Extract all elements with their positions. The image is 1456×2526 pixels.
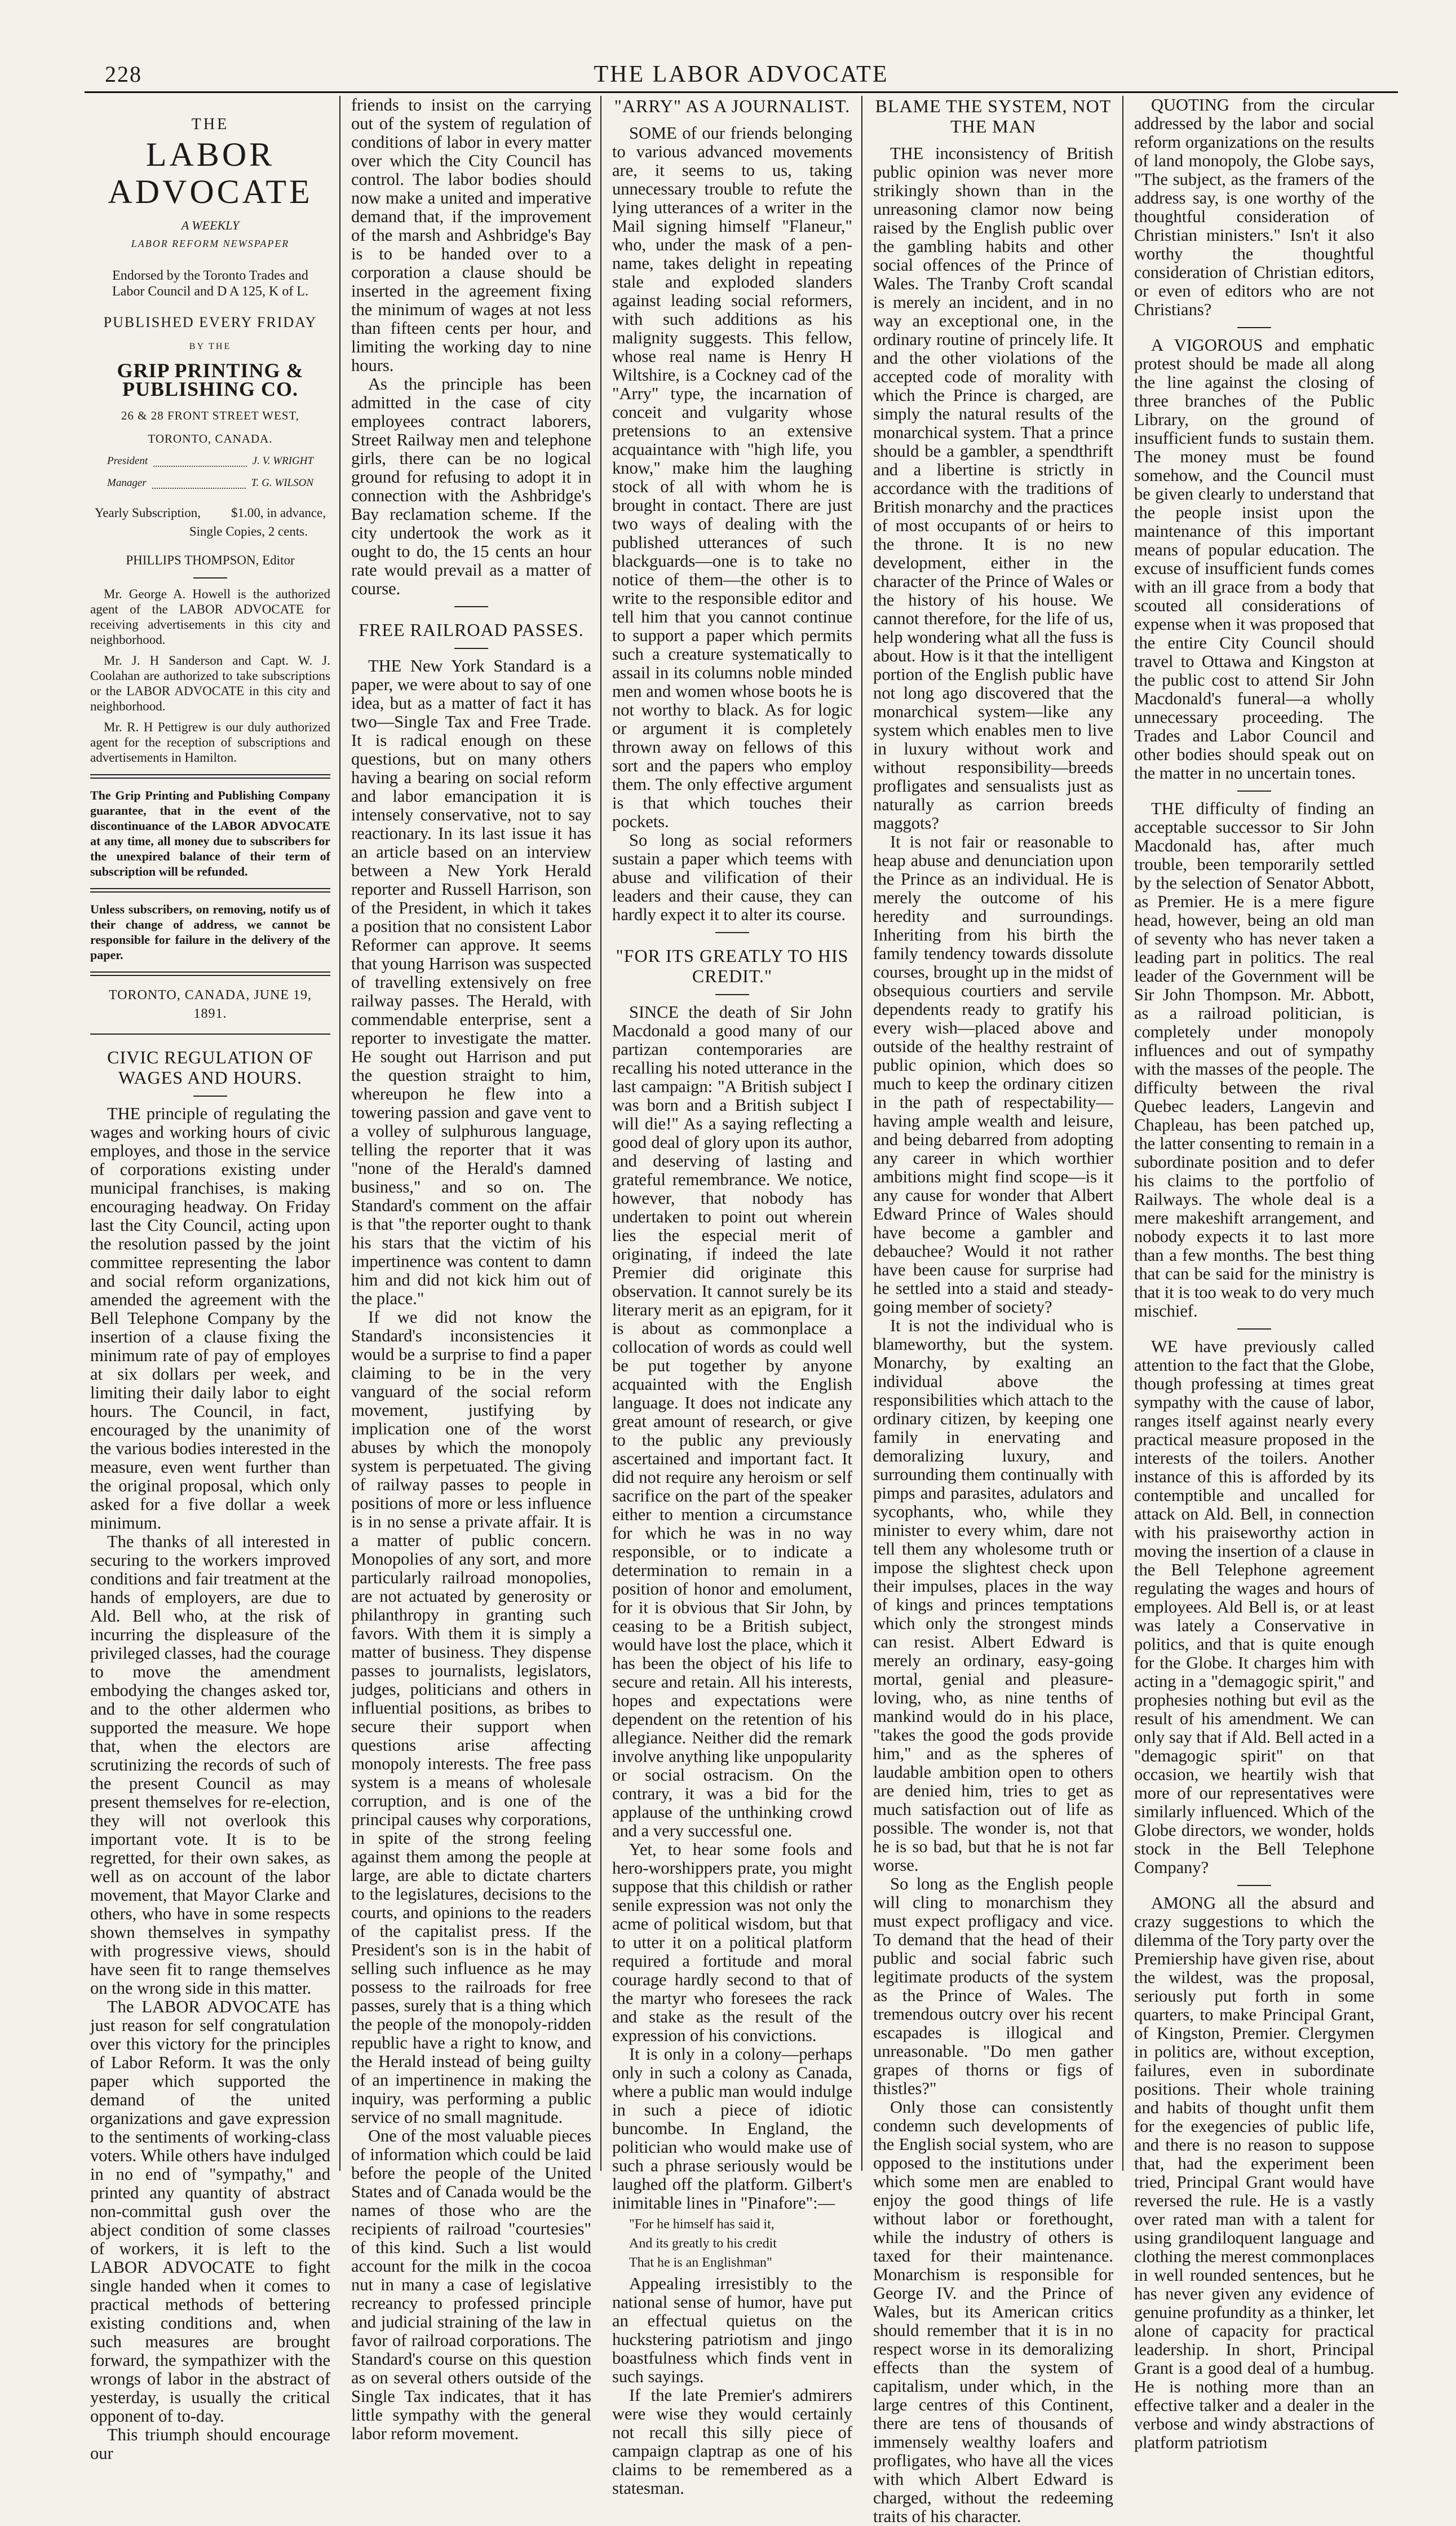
masthead-address: 26 & 28 FRONT STREET WEST, bbox=[121, 409, 300, 422]
editorial-paragraph: WE have previously called attention to the fact that the Globe, though professing at times great sympathy with the cause of labor, ranges itself against nearly every practical measure proposed in the interests of the toilers. Another instance of this is afforded by its contemptible and uncalled for attack on Ald. Bell, in connection with his praiseworthy action in moving the insertion of a clause in the Bell Telephone agreement regulating the wages and hours of employees. Ald Bell is, or at least was lately a Conservative in politics, and that is quite enough for the Globe. It charges him with acting in a "demagogic spirit," and prophesies nothing but evil as the result of his amendment. We can only say that if Ald. Bell acted in a "demagogic spirit" on that occasion, we heartily wish that more of our representatives were similarly influenced. Which of the Globe directors, we wonder, holds stock in the Bell Telephone Company? bbox=[1134, 1337, 1374, 1877]
manager-name: T. G. WILSON bbox=[251, 477, 313, 489]
article-paragraph: It is not fair or reasonable to heap abuse and denunciation upon the Prince as an individual. He is merely the outcome of his heredity and surroundings. Inheriting from his birth the family tendency towards dissolute courses, brought up in the midst of obsequious courtiers and servile dependents ready to gratify his every wish—placed above and outside of the healthy restraint of public opinion, which does so much to keep the ordinary citizen in the path of respectability—having ample wealth and leisure, and being debarred from adopting any career in which worthier ambitions might find scope—is it any cause for wonder that Albert Edward Prince of Wales should have become a gambler and debauchee? Would it not rather have been cause for surprise had he settled into a staid and steady-going member of society? bbox=[873, 832, 1113, 1317]
masthead-title: LABOR ADVOCATE bbox=[108, 136, 313, 210]
dateline: TORONTO, CANADA, JUNE 19, 1891. bbox=[108, 988, 312, 1021]
separator bbox=[1237, 791, 1271, 792]
separator bbox=[90, 971, 330, 976]
article-paragraph: The thanks of all interested in securing to the workers improved conditions and fair treatment at the hands of employers, are due to Ald. Bell who, at the risk of incurring the displeasure of the privileged classes, had the courage to move the amendment embodying the changes asked tor, and to the other aldermen who supported the measure. We hope that, when the electors are scrutinizing the records of such of the present Council as may present themselves for re-election, they will not overlook this important vote. It is to be regretted, for their own sakes, as well as on account of the labor movement, that Mayor Clarke and others, who have in some respects shown themselves in sympathy with progressive views, should have seen fit to range themselves on the wrong side in this matter. bbox=[90, 1532, 331, 1998]
head-rule bbox=[85, 91, 1398, 93]
manager-label: Manager bbox=[107, 477, 147, 489]
paper-name: THE LABOR ADVOCATE bbox=[594, 61, 889, 87]
separator bbox=[1237, 1328, 1271, 1330]
president-line bbox=[107, 452, 313, 470]
article-paragraph: Yet, to hear some fools and hero-worshippers prate, you might suppose that this childish or rather senile expression was not only the acme of political wisdom, but that to utter it on a political platform required a fortitude and moral courage hardly second to that of the martyr who foresees the rack and stake as the result of the expression of his convictions. bbox=[612, 1840, 852, 2045]
column-5 bbox=[1134, 95, 1374, 2452]
article-title: CIVIC REGULATION OF WAGES AND HOURS. bbox=[107, 1047, 313, 1088]
article-paragraph: SOME of our friends belonging to various advanced movements are, it seems to us, taking unnecessary trouble to refute the lying utterances of a writer in the Mail signing himself "Flaneur," who, under the mask of a pen-name, takes delight in repeating stale and exploded slanders against leading social reformers, with such additions as his malignity suggests. This fellow, whose real name is Henry H Wiltshire, is a Cockney cad of the "Arry" type, the incarnation of conceit and vulgarity whose pretensions to an extensive acquaintance with "high life, you know," make him the laughing stock of all with whom he is brought in contact. There are just two ways of dealing with the published utterances of such blackguards—one is to take no notice of them—the other is to write to the responsible editor and tell him that you cannot continue to support a paper which permits such a creature systematically to assail in its columns noble minded men and women whose boots he is not worthy to black. As for logic or argument it is completely thrown away on fellows of this sort and the papers who employ them. The only effective argument is that which touches their pockets. bbox=[612, 123, 852, 831]
editorial-paragraph: QUOTING from the circular addressed by the labor and social reform organizations on the results of land monopoly, the Globe says, "The subject, as the framers of the address say, is one worthy of the thoughtful consideration of Christian ministers." Isn't it also worthy the thoughtful consideration of Christian editors, or even of editors who are not Christians? bbox=[1134, 95, 1374, 319]
article-title: BLAME THE SYSTEM, NOT THE MAN bbox=[875, 96, 1112, 136]
editor-line: PHILLIPS THOMPSON, Editor bbox=[126, 553, 295, 567]
manager-line bbox=[107, 474, 313, 492]
column-4 bbox=[873, 96, 1113, 2526]
column-1 bbox=[90, 96, 331, 2463]
editorial-paragraph: A VIGOROUS and emphatic protest should be made all along the line against the closing of three branches of the Public Library, on the ground of insufficient funds to sustain them. The money must be found somehow, and the Council must be given clearly to understand that the people insist upon the maintenance of this important means of popular education. The excuse of insufficient funds comes with an ill grace from a body that scouted all considerations of expense when it was proposed that the entire City Council should travel to Ottawa and Kingston at the public cost to attend Sir John Macdonald's funeral—a wholly unnecessary proceeding. The Trades and Labor Council and other bodies should speak out on the matter in no uncertain tones. bbox=[1134, 335, 1374, 783]
column-rule bbox=[1122, 96, 1123, 2171]
leader-dots bbox=[152, 474, 246, 489]
separator bbox=[90, 774, 330, 779]
article-title: "FOR ITS GREATLY TO HIS CREDIT." bbox=[616, 946, 849, 986]
article-paragraph: If we did not know the Standard's inconsistencies it would be a surprise to find a paper claiming to be in the very vanguard of the social reform movement, justifying by implication one of the worst abuses by which the monopoly system is perpetuated. The giving of railway passes to people in positions of more or less influence is in no sense a private affair. It is a matter of public concern. Monopolies of any sort, and more particularly railroad monopolies, are not actuated by generosity or philanthropy in granting such favors. With them it is simply a matter of business. They dispense passes to journalists, legislators, judges, politicians and others in influential positions, as bribes to secure their support when questions arise affecting monopoly interests. The free pass system is a means of wholesale corruption, and is one of the principal causes why corporations, in spite of the strong feeling against them among the people at large, are able to dictate charters to the legislatures, decisions to the courts, and opinions to the readers of the capitalist press. If the President's son is in the habit of selling such influence as he may possess to the railroads for free passes, surely that is a thing which the people of the monopoly-ridden republic have a right to know, and the Herald instead of being guilty of an impertinence in making the inquiry, was performing a public service of no small magnitude. bbox=[351, 1308, 591, 2127]
page-number: 228 bbox=[105, 61, 142, 87]
article-paragraph: Only those can consistently condemn such developments of the English social system, who are opposed to the institutions under which some men are enabled to enjoy the good things of life without labor or forethought, while the industry of others is taxed for their maintenance. Monarchism is responsible for George IV. and the Prince of Wales, but its American critics should remember that it is in no respect worse in its demoralizing effects than the system of capitalism, under which, in the large centres of this Continent, there are tens of thousands of immensely wealthy loafers and profligates, who have all the vices with which Albert Edward is charged, without the redeeming traits of his character. bbox=[873, 2097, 1113, 2526]
subscription-line bbox=[95, 504, 326, 522]
article-paragraph: Appealing irresistibly to the national sense of humor, have put an effectual quietus on the huckstering patriotism and jingo boastfulness which finds vent in such sayings. bbox=[612, 2274, 852, 2386]
article-paragraph: The LABOR ADVOCATE has just reason for self congratulation over this victory for the principles of Labor Reform. It was the only paper which supported the demand of the united organizations and gave expression to the sentiments of working-class voters. While others have indulged in no end of "sympathy," and printed any quantity of abstract non-committal gush over the abject condition of some classes of workers, it is left to the LABOR ADVOCATE to fight single handed when it comes to practical methods of bettering existing conditions and, when such measures are brought forward, the sympathizer with the wrongs of labor in the abstract of yesterday, is usually the critical opponent of to-day. bbox=[90, 1997, 330, 2426]
article-paragraph: friends to insist on the carrying out of the system of regulation of conditions of labor in every matter over which the City Council has control. The labor bodies should now make a united and imperative demand that, if the improvement of the marsh and Ashbridge's Bay is to be handed over to a corporation a clause should be inserted in the agreement fixing the minimum of wages at not less than fifteen cents per hour, and limiting the working day to nine hours. bbox=[351, 95, 591, 375]
article-paragraph: If the late Premier's admirers were wise they would certainly not recall this silly piece of campaign claptrap as one of his claims to be remembered as a statesman. bbox=[612, 2386, 852, 2498]
separator bbox=[1237, 1885, 1271, 1886]
separator bbox=[715, 994, 749, 995]
column-3 bbox=[612, 96, 852, 2498]
masthead-by: BY THE bbox=[189, 342, 232, 351]
masthead-the: THE bbox=[191, 116, 229, 133]
article-paragraph: It is only in a colony—perhaps only in such a colony as Canada, where a public man would indulge in such a piece of idiotic buncombe. In England, the politician who would make use of such a phrase seriously would be laughed off the platform. Gilbert's inimitable lines in "Pinafore":— bbox=[612, 2044, 852, 2213]
editorial-paragraph: AMONG all the absurd and crazy suggestions to which the dilemma of the Tory party over the Premiership have given rise, about the wildest, was the proposal, seriously put forth in some quarters, to make Principal Grant, of Kingston, Premier. Clergymen in politics are, without exception, failures, even in subordinate positions. Their whole training and habits of thought unfit them for the exegencies of public life, and there is no reason to suppose that, had the experiment been tried, Principal Grant would have reversed the rule. He is a vastly over rated man with a talent for using grandiloquent language and clothing the merest commonplaces in well rounded sentences, but he has never given any evidence of genuine profundity as a thinker, let alone of capacity for practical leadership. In short, Principal Grant is a good deal of a humbug. He is nothing more than an effective talker and a dealer in the verbose and windy abstractions of platform patriotism bbox=[1134, 1893, 1374, 2452]
masthead-subtitle: LABOR REFORM NEWSPAPER bbox=[131, 238, 290, 249]
address-change-notice: Unless subscribers, on removing, notify us of their change of address, we cannot be responsible for failure in the delivery of the paper. bbox=[90, 902, 330, 962]
subscription-price: $1.00, in advance, bbox=[231, 506, 326, 520]
verse-line: That he is an Englishman" bbox=[629, 2255, 772, 2270]
masthead bbox=[90, 115, 330, 1035]
verse-line: And its greatly to his credit bbox=[629, 2236, 777, 2251]
president-name: J. V. WRIGHT bbox=[252, 455, 313, 467]
president-label: President bbox=[107, 455, 148, 467]
article-paragraph: THE inconsistency of British public opinion was never more strikingly shown than in the unreasoning clamor now being raised by the English public over the gambling habits and other social offences of the Prince of Wales. The Tranby Croft scandal is merely an incident, and in no way an exceptional one, in the ordinary routine of princely life. It and the other violations of the accepted code of morality with which the Prince is charged, are simply the natural results of the monarchical system. That a prince should be a gambler, a spendthrift and a libertine is strictly in accordance with the traditions of British monarchy and the practices of most occupants of or heirs to the throne. It is no new development, either in the character of the Prince of Wales or the history of his house. We cannot therefore, for the life of us, help wondering what all the fuss is about. How is it that the intelligent portion of the English public have not long ago discovered that the monarchical system—like any system which enables men to live in luxury without work and without responsibility—breeds profligates and sensualists just as naturally as carrion breeds maggots? bbox=[873, 144, 1113, 833]
masthead-weekly: A WEEKLY bbox=[181, 218, 240, 232]
agent-notice: Mr. George A. Howell is the authorized agent of the LABOR ADVOCATE for receiving advertisements in this city and neighborhood. bbox=[90, 587, 330, 647]
leader-dots bbox=[153, 452, 247, 467]
article-title: "ARRY" AS A JOURNALIST. bbox=[614, 96, 851, 116]
article-paragraph: So long as the English people will cling to monarchism they must expect profligacy and vice. To demand that the head of their public and social fabric such legitimate products of the system as the Prince of Wales. The tremendous outcry over his recent escapades is illogical and unreasonable. "Do men gather grapes of thorns or figs of thistles?" bbox=[873, 1874, 1113, 2098]
article-paragraph: THE New York Standard is a paper, we were about to say of one idea, but as a matter of fact it has two—Single Tax and Free Trade. It is radical enough on these questions, but on many others having a bearing on social reform and labor emancipation it is intensely conservative, not to say reactionary. In its last issue it has an article based on an interview between a New York Herald reporter and Russell Harrison, son of the President, in which it takes a position that no consistent Labor Reformer can approve. It seems that young Harrison was suspected of travelling extensively on free railway passes. The Herald, with commendable enterprise, sent a reporter to investigate the matter. He sought out Harrison and put the question straight to him, whereupon he flew into a towering passion and gave vent to a volley of sulphurous language, telling the reporter that it was "none of the Herald's damned business," and so on. The Standard's comment on the affair is that "the reporter ought to thank his stars that the victim of his impertinence was content to damn him and did not kick him out of the place." bbox=[351, 656, 591, 1308]
separator bbox=[715, 932, 749, 933]
masthead-published: PUBLISHED EVERY FRIDAY bbox=[103, 314, 317, 330]
verse-line: "For he himself has said it, bbox=[629, 2217, 775, 2232]
separator bbox=[454, 606, 488, 607]
column-2 bbox=[351, 95, 591, 2443]
subscription-label: Yearly Subscription, bbox=[95, 506, 201, 520]
agent-notice: Mr. R. H Pettigrew is our duly authorized agent for the reception of subscriptions and advertisements in Hamilton. bbox=[90, 720, 330, 765]
editorial-paragraph: THE difficulty of finding an acceptable successor to Sir John Macdonald has, after much trouble, been temporarily settled by the selection of Senator Abbott, as Premier. He is a mere figure head, however, being an old man of seventy who has never taken a leading part in politics. The real leader of the Government will be Sir John Thompson. Mr. Abbott, as a railroad politician, is completely under monopoly influences and out of sympathy with the masses of the people. The difficulty between the rival Quebec leaders, Langevin and Chapleau, has been patched up, the latter consenting to remain in a subordinate position and to defer his claims to the portfolio of Railways. The whole deal is a mere makeshift arrangement, and nobody expects it to last more than a few months. The best thing that can be said for the ministry is that it is too weak to do very much mischief. bbox=[1134, 799, 1374, 1321]
separator bbox=[90, 888, 330, 893]
newspaper-page bbox=[85, 34, 1398, 2526]
separator bbox=[193, 577, 227, 578]
column-rule bbox=[861, 96, 862, 2171]
article-paragraph: THE principle of regulating the wages and working hours of civic employes, and those in the service of corporations existing under municipal franchises, is making encouraging headway. On Friday last the City Council, acting upon the resolution passed by the joint committee representing the labor and social reform organizations, amended the agreement with the Bell Telephone Company by the insertion of a clause fixing the minimum rate of pay of employes at six dollars per week, and limiting their daily labor to eight hours. The Council, in fact, encouraged by the unanimity of the various bodies interested in the measure, even went further than the original proposal, which only asked for a five dollar a week minimum. bbox=[90, 1104, 330, 1533]
guarantee-notice: The Grip Printing and Publishing Company guarantee, that in the event of the discontinuance of the LABOR ADVOCATE at any time, all money due to subscribers for the unexpired balance of their term of subscription will be refunded. bbox=[90, 788, 330, 878]
masthead-endorsement: Endorsed by the Toronto Trades and Labor Council and D A 125, K of L. bbox=[112, 268, 308, 299]
running-head bbox=[85, 51, 1398, 101]
article-paragraph: So long as social reformers sustain a paper which teems with abuse and vilification of their leaders and their cause, they can hardly expect it to alter its course. bbox=[612, 831, 852, 924]
article-paragraph: As the principle has been admitted in the case of city employees contract laborers, Street Railway men and telephone girls, there can be no logical ground for refusing to adopt it in connection with the Ashbridge's Bay reclamation scheme. If the city undertook the work as it ought to do, the 15 cents an hour rate would prevail as a matter of course. bbox=[351, 374, 591, 598]
article-paragraph: This triumph should encourage our bbox=[90, 2425, 330, 2463]
separator bbox=[90, 1034, 330, 1035]
column-rule bbox=[600, 96, 601, 2171]
separator bbox=[454, 648, 488, 649]
article-title: FREE RAILROAD PASSES. bbox=[359, 620, 584, 640]
masthead-city: TORONTO, CANADA. bbox=[148, 432, 273, 445]
article-paragraph: SINCE the death of Sir John Macdonald a good many of our partizan contemporaries are recalling his noted utterance in the last campaign: "A British subject I was born and a British subject I will die!" As a saying reflecting a good deal of glory upon its author, and deserving of lasting and grateful remembrance. We notice, however, that nobody has undertaken to point out wherein lies the especial merit of originating, if indeed the late Premier did originate this observation. It cannot surely be its literary merit as an epigram, for it is about as commonplace a collocation of words as could well be put together by anyone acquainted with the English language. It does not indicate any great amount of research, or give to the public any previously ascertained and important fact. It did not require any heroism or self sacrifice on the part of the speaker either to mention a circumstance for which he was in no way responsible, or to indicate a determination to remain in a position of honor and emolument, for it is obvious that Sir John, by ceasing to be a British subject, would have lost the place, which it has been the object of his life to secure and retain. All his interests, hopes and expectations were dependent on the retention of his allegiance. Neither did the remark involve anything like unpopularity or social ostracism. On the contrary, it was a bid for the applause of the unthinking crowd and a very successful one. bbox=[612, 1003, 852, 1840]
single-copies: Single Copies, 2 cents. bbox=[189, 524, 308, 538]
masthead-publisher: GRIP PRINTING & PUBLISHING CO. bbox=[117, 359, 304, 400]
separator bbox=[1237, 327, 1271, 328]
article-paragraph: It is not the individual who is blameworthy, but the system. Monarchy, by exalting an individual above the responsibilities which attach to the ordinary citizen, by keeping one family in enervating and demoralizing luxury, and surrounding them continually with pimps and parasites, adulators and sycophants, who, while they minister to every whim, dare not tell them any wholesome truth or impose the slightest check upon their impulses, places in the way of kings and princes temptations which only the strongest minds can resist. Albert Edward is merely an ordinary, easy-going mortal, genial and pleasure-loving, who, as nine tenths of mankind would do in his place, "takes the good the gods provide him," and as the spheres of laudable ambition open to others are denied him, tries to get as much satisfaction out of life as possible. The wonder is, not that he is so bad, but that he is not far worse. bbox=[873, 1316, 1113, 1875]
article-paragraph: One of the most valuable pieces of information which could be laid before the people of the United States and of Canada would be the names of those who are the recipients of railroad "courtesies" of this kind. Such a list would account for the milk in the cocoa nut in many a case of legislative recreancy to professed principle and judicial straining of the law in favor of railroad corporations. The Standard's course on this question as on several others outside of the Single Tax indicates, that it has little sympathy with the general labor reform movement. bbox=[351, 2126, 591, 2443]
separator bbox=[193, 1096, 227, 1097]
column-rule bbox=[339, 96, 340, 2171]
agent-notice: Mr. J. H Sanderson and Capt. W. J. Coolahan are authorized to take subscriptions or the LABOR ADVOCATE in this city and neighborhood. bbox=[90, 653, 330, 713]
